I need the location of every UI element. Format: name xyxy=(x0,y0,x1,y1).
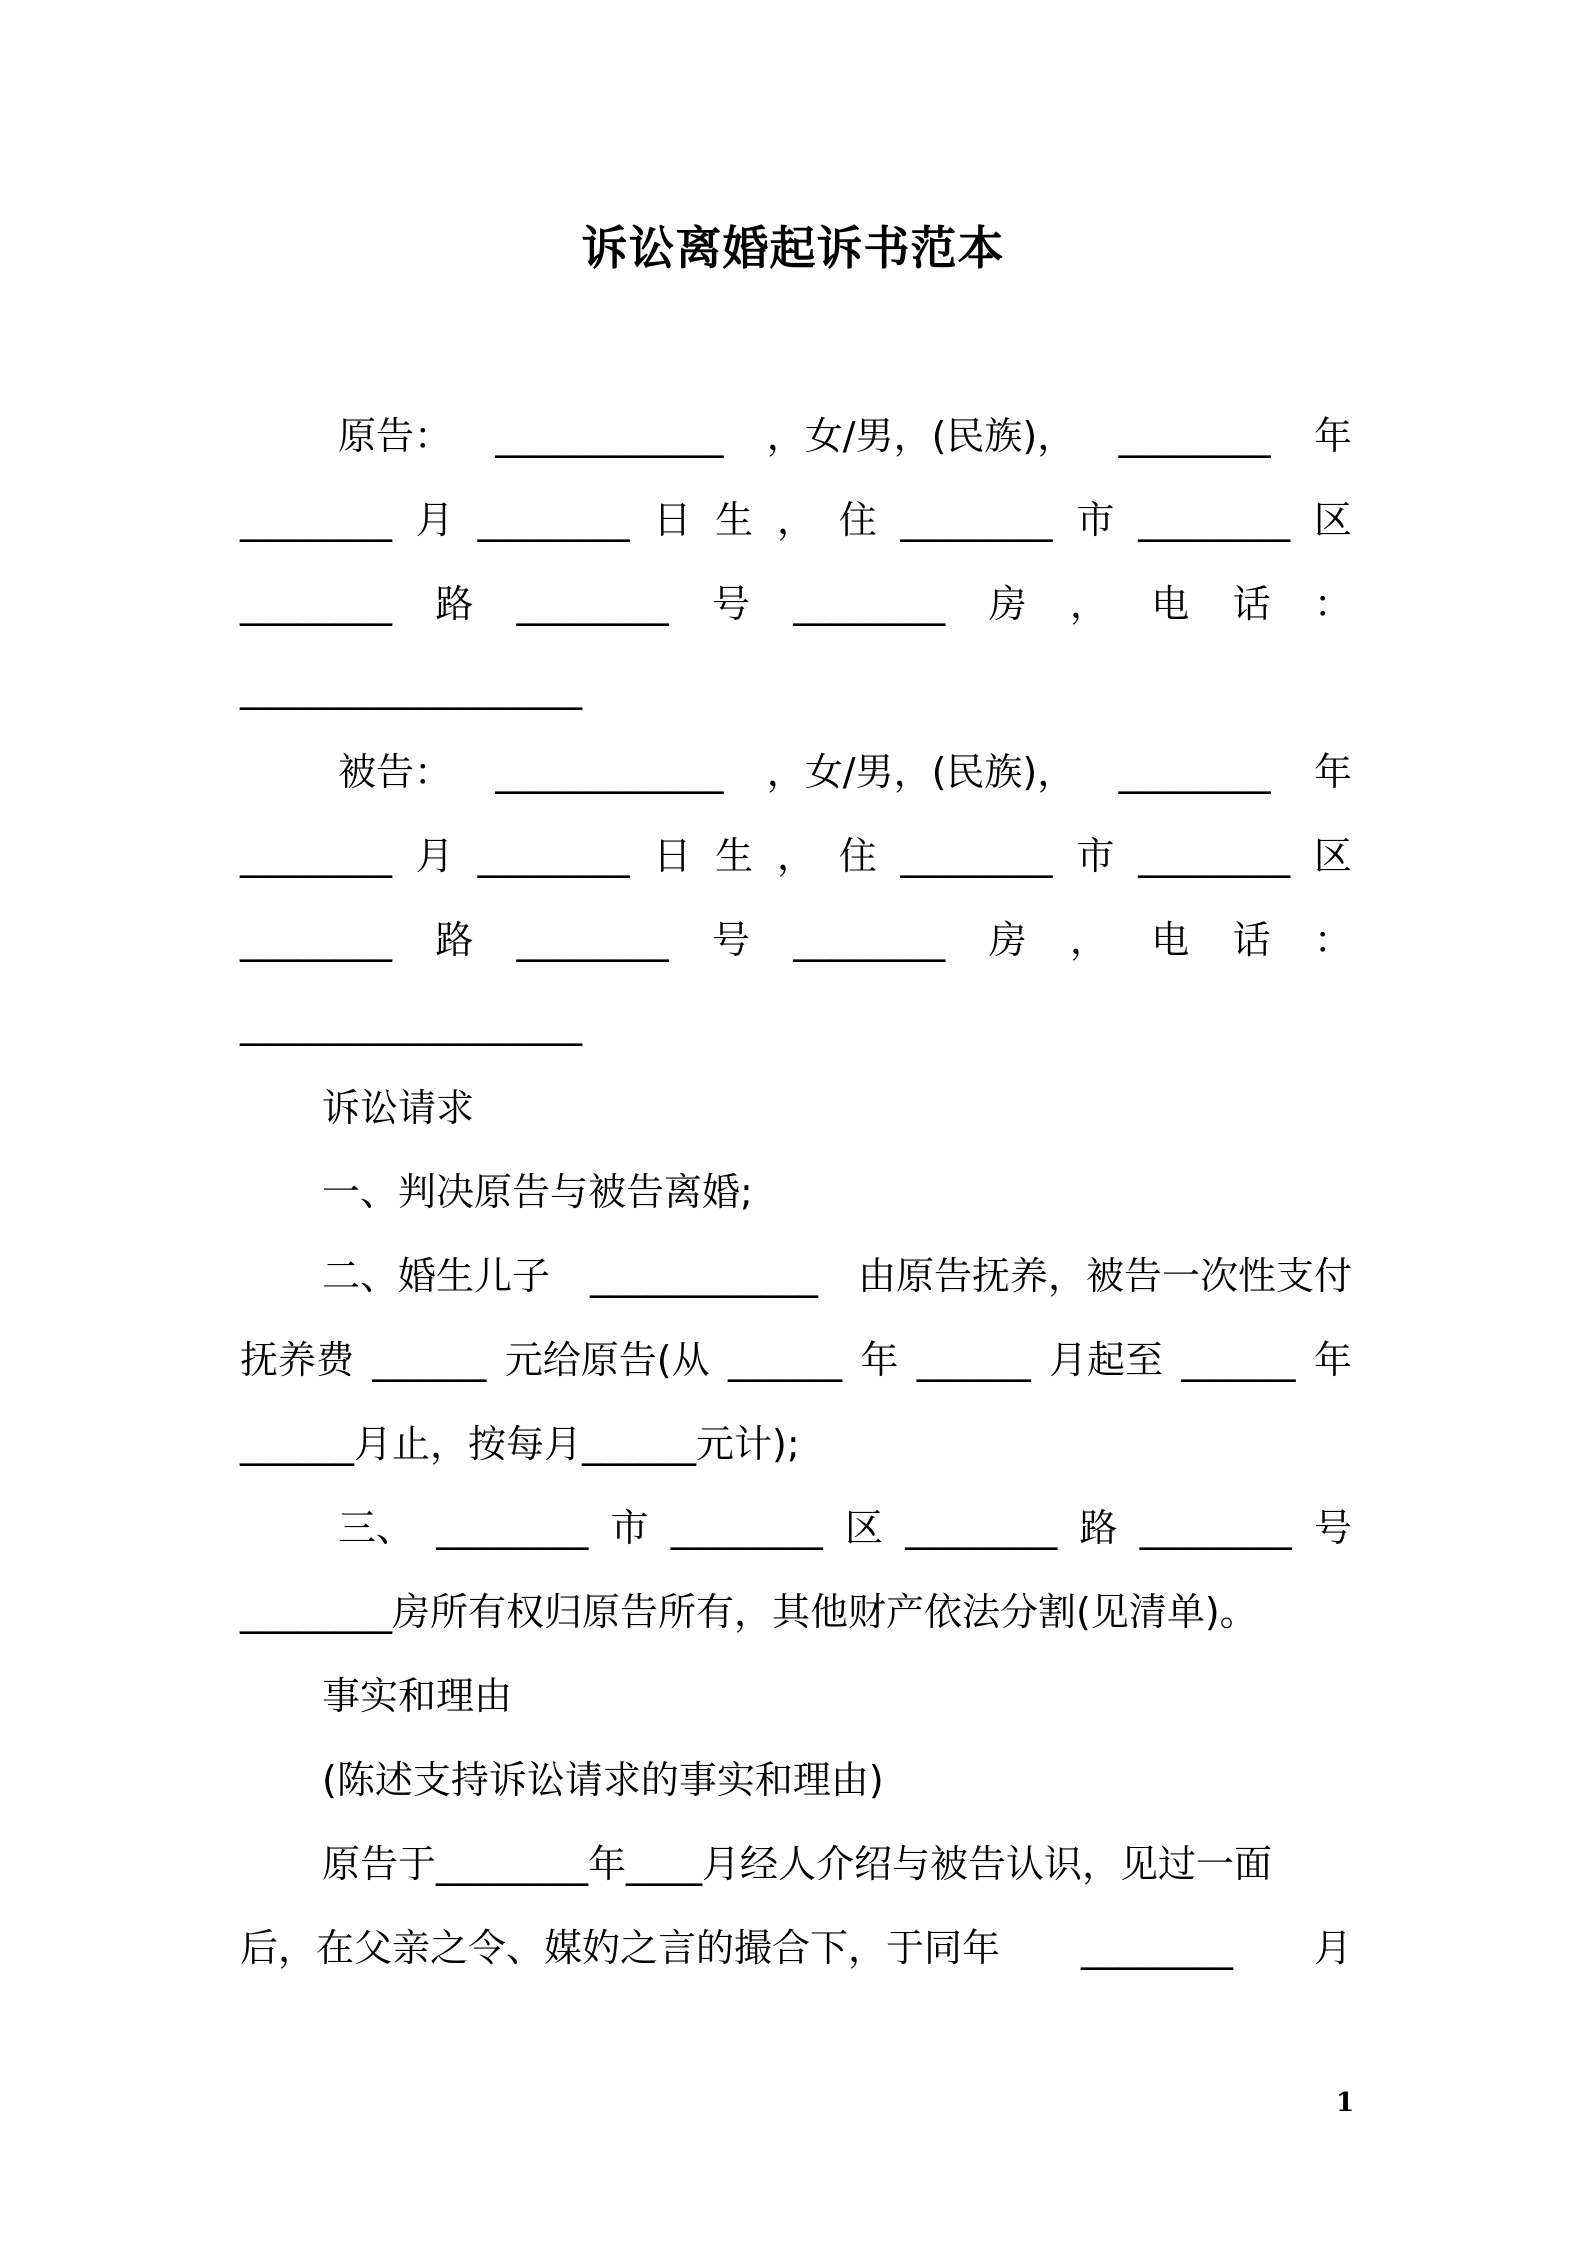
blank: ________ xyxy=(1138,498,1291,542)
comma: ， xyxy=(776,834,815,878)
born-label: 生 xyxy=(715,834,754,878)
claims-heading: 诉讼请求 xyxy=(322,1086,475,1130)
address-label: 住 xyxy=(838,498,877,542)
page-number: 1 xyxy=(1336,2088,1355,2118)
phone-label-1: 电 xyxy=(1151,918,1190,962)
blank: ________ xyxy=(1081,1926,1233,1970)
blank: ________ xyxy=(240,918,392,962)
claim-text: 年 xyxy=(860,1338,899,1382)
district-label: 区 xyxy=(1313,498,1352,542)
defendant-line-3 xyxy=(240,910,1352,970)
number-label: 号 xyxy=(711,582,750,626)
claim-text: 元给原告(从 xyxy=(504,1338,710,1382)
day-label: 日 xyxy=(653,498,692,542)
city-label: 市 xyxy=(1076,834,1115,878)
claim-item-3-line-2: ________房所有权归原告所有，其他财产依法分割(见清单)。 xyxy=(240,1590,1258,1634)
facts-paragraph-line-1: 原告于________年____月经人介绍与被告认识，见过一面 xyxy=(322,1842,1273,1886)
defendant-line-1 xyxy=(338,742,1352,802)
facts-heading: 事实和理由 xyxy=(322,1674,513,1718)
claim-item-2-line-3: ______月止，按每月______元计); xyxy=(240,1422,800,1466)
facts-text: 后，在父亲之令、媒妁之言的撮合下，于同年 xyxy=(240,1926,1001,1970)
blank: ________ xyxy=(900,498,1053,542)
claim-text: 二、婚生儿子 xyxy=(322,1254,551,1298)
blank: ______ xyxy=(727,1338,842,1382)
city-label: 市 xyxy=(1076,498,1115,542)
claim-item-1: 一、判决原告与被告离婚; xyxy=(322,1170,753,1214)
colon: ： xyxy=(1313,918,1352,962)
district-label: 区 xyxy=(844,1506,883,1550)
colon: ： xyxy=(1313,582,1352,626)
claim-text: 月起至 xyxy=(1049,1338,1164,1382)
defendant-year-label: 年 xyxy=(1313,750,1352,794)
defendant-gender-ethnicity: ，女/男，(民族)， xyxy=(766,750,1076,794)
room-label: 房 xyxy=(988,582,1027,626)
claim-item-2-line-2 xyxy=(240,1330,1352,1390)
facts-note: (陈述支持诉讼请求的事实和理由) xyxy=(322,1758,884,1802)
address-label: 住 xyxy=(838,834,877,878)
comma: ， xyxy=(776,498,815,542)
phone-label-1: 电 xyxy=(1151,582,1190,626)
defendant-phone-blank: __________________ xyxy=(240,1002,582,1046)
comma: ， xyxy=(1069,582,1108,626)
road-label: 路 xyxy=(1079,1506,1118,1550)
plaintiff-line-2 xyxy=(240,490,1352,550)
blank: ________ xyxy=(793,918,946,962)
claim-text: 由原告抚养，被告一次性支付 xyxy=(857,1254,1352,1298)
number-label: 号 xyxy=(1313,1506,1352,1550)
defendant-line-2 xyxy=(240,826,1352,886)
month-label: 月 xyxy=(415,498,454,542)
plaintiff-line-1 xyxy=(338,406,1352,466)
claim-item-2-line-1 xyxy=(322,1246,1352,1306)
district-label: 区 xyxy=(1313,834,1352,878)
month-label: 月 xyxy=(415,834,454,878)
blank: ______ xyxy=(916,1338,1031,1382)
claim-item-3-line-1 xyxy=(338,1498,1352,1558)
blank: ________ xyxy=(516,582,669,626)
document-title: 诉讼离婚起诉书范本 xyxy=(581,221,1005,275)
road-label: 路 xyxy=(435,582,474,626)
phone-label-2: 话 xyxy=(1232,918,1271,962)
blank: ________ xyxy=(240,834,392,878)
defendant-name-blank: ____________ xyxy=(495,750,724,794)
room-label: 房 xyxy=(988,918,1027,962)
plaintiff-year-label: 年 xyxy=(1313,414,1352,458)
blank: ________ xyxy=(477,834,630,878)
blank: ________ xyxy=(900,834,1053,878)
blank: ________ xyxy=(793,582,946,626)
blank: ________ xyxy=(436,1506,589,1550)
defendant-label: 被告： xyxy=(338,750,453,794)
blank: ________ xyxy=(670,1506,823,1550)
number-label: 号 xyxy=(711,918,750,962)
defendant-year-blank: ________ xyxy=(1118,750,1271,794)
blank: ________ xyxy=(1138,834,1291,878)
born-label: 生 xyxy=(715,498,754,542)
blank: ________ xyxy=(516,918,669,962)
claim-text: 三、 xyxy=(338,1506,415,1550)
facts-paragraph-line-2 xyxy=(240,1918,1352,1978)
claim-text: 年 xyxy=(1313,1338,1352,1382)
plaintiff-phone-blank: __________________ xyxy=(240,666,582,710)
blank: ____________ xyxy=(590,1254,818,1298)
phone-label-2: 话 xyxy=(1232,582,1271,626)
plaintiff-gender-ethnicity: ，女/男，(民族)， xyxy=(766,414,1076,458)
city-label: 市 xyxy=(610,1506,649,1550)
blank: ________ xyxy=(905,1506,1058,1550)
plaintiff-year-blank: ________ xyxy=(1118,414,1271,458)
blank: ________ xyxy=(240,498,392,542)
road-label: 路 xyxy=(435,918,474,962)
blank: ________ xyxy=(477,498,630,542)
month-label: 月 xyxy=(1313,1926,1352,1970)
plaintiff-name-blank: ____________ xyxy=(495,414,724,458)
blank: ______ xyxy=(1181,1338,1296,1382)
blank: ______ xyxy=(372,1338,487,1382)
blank: ________ xyxy=(1139,1506,1292,1550)
blank: ________ xyxy=(240,582,392,626)
day-label: 日 xyxy=(653,834,692,878)
comma: ， xyxy=(1069,918,1108,962)
plaintiff-line-3 xyxy=(240,574,1352,634)
plaintiff-label: 原告： xyxy=(338,414,453,458)
claim-text: 抚养费 xyxy=(240,1338,355,1382)
